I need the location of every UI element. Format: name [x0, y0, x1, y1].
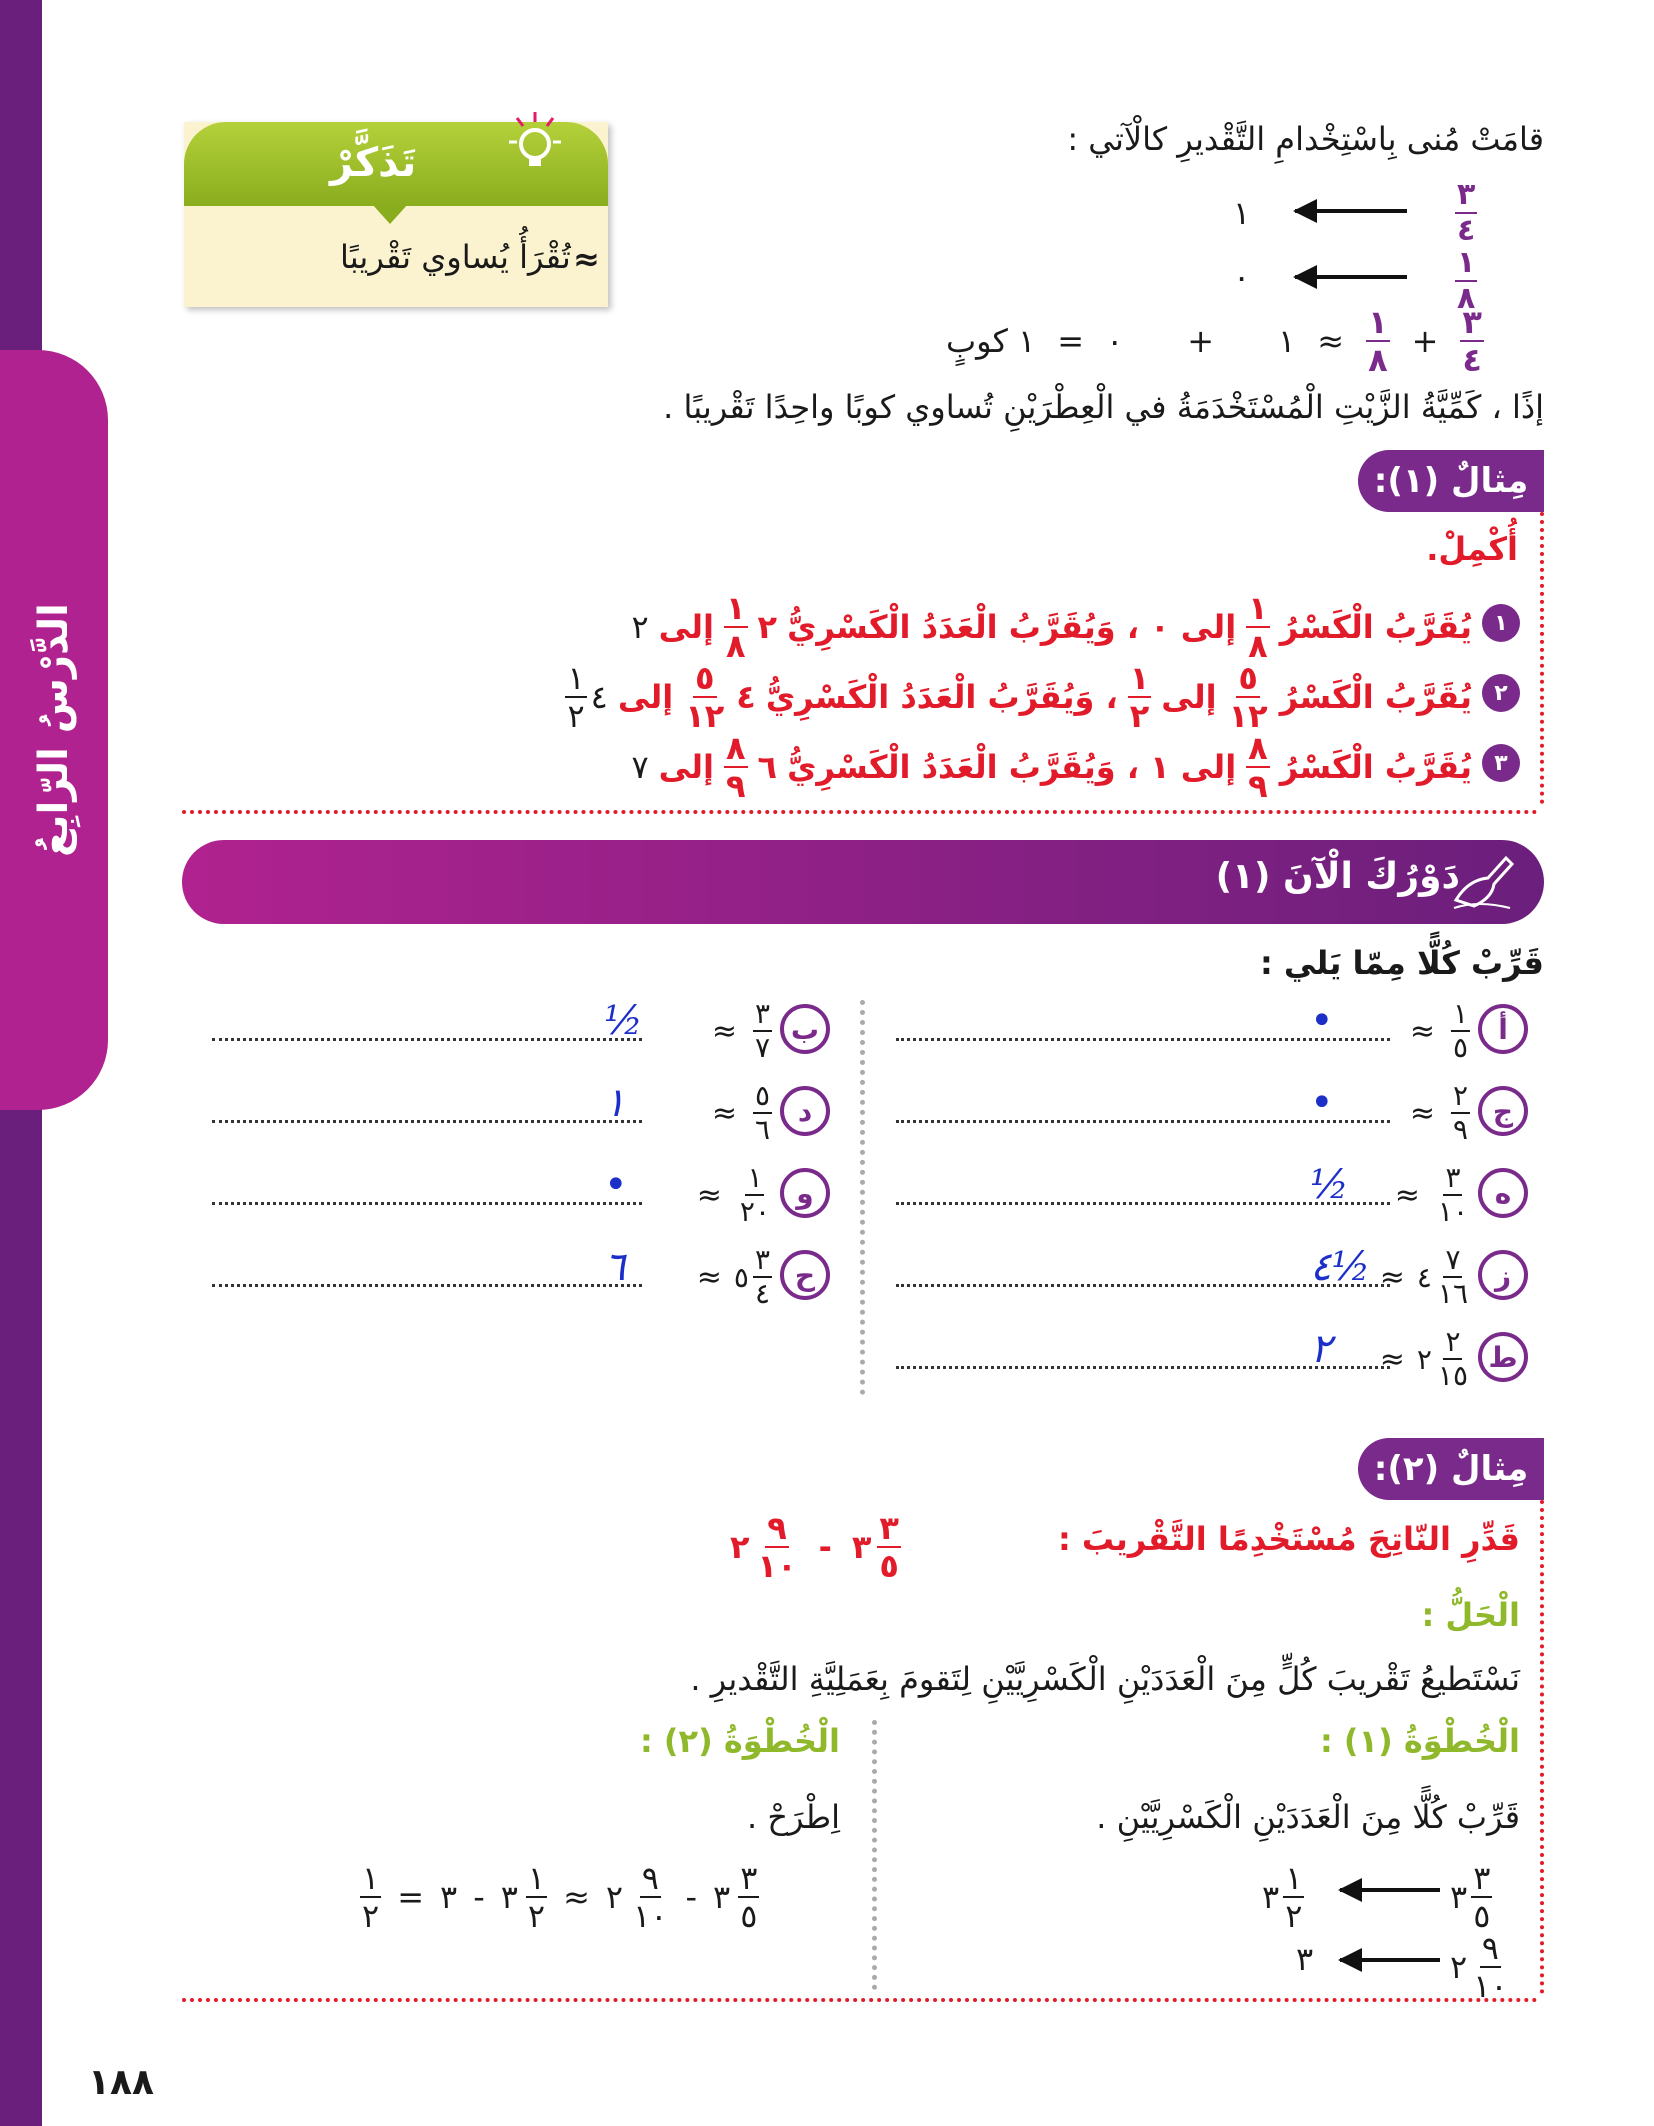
intro-arrow-1 [1295, 209, 1407, 213]
exercise-expression: ≈ ٥ $\frac{٣}{٤}$ [696, 1243, 770, 1310]
intro-sentence: قامَتْ مُنى بِاسْتِخْدامِ التَّقْديرِ كالْآتي : [1067, 120, 1544, 158]
step-1-arrow-1 [1340, 1888, 1440, 1892]
page-number: ١٨٨ [88, 2062, 154, 2103]
example-1-bottom-border [182, 810, 1538, 814]
example-2-task: قَدِّرِ النّاتِجَ مُسْتَخْدِمًا التَّقْريبَ : [1057, 1520, 1520, 1558]
exercise-letter: أ [1478, 1004, 1528, 1054]
exercise-letter: ج [1478, 1086, 1528, 1136]
step-1-title: الْخُطْوَةُ (١) : [1319, 1722, 1520, 1760]
remember-notch [372, 204, 408, 224]
exercise-expression: ≈ $\frac{٥}{٦}$ [711, 1079, 770, 1146]
lesson-tab-label: الدَّرْسُ الرّابِعُ [31, 603, 77, 857]
exercise-expression: ≈ ٢ $\frac{٢}{١٥}$ [1379, 1325, 1468, 1392]
exercise-letter: ب [780, 1004, 830, 1054]
exercise-expression: ≈ $\frac{١}{٢٠}$ [696, 1161, 770, 1228]
handwritten-answer: ٤½ [1310, 1244, 1371, 1290]
example-2-expression: ٢ $\frac{٩}{١٠}$ - ٣ $\frac{٣}{٥}$ [730, 1509, 899, 1585]
step-2-text: اِطْرَحْ . [746, 1798, 840, 1836]
intro-frac-2: ١ ٨ [1457, 245, 1476, 316]
step-1-row-2-source: ٢ $\frac{٩}{١٠}$ [1450, 1929, 1508, 2005]
exercise-letter: ط [1478, 1332, 1528, 1382]
answer-line[interactable] [212, 1284, 642, 1287]
writing-hand-icon [1448, 850, 1518, 914]
your-turn-title: دَوْرُكَ الْآنَ (١) [1215, 856, 1460, 897]
steps-divider [872, 1720, 877, 1990]
exercise-expression: ≈ $\frac{٢}{٩}$ [1409, 1079, 1468, 1146]
exercise-letter: ز [1478, 1250, 1528, 1300]
handwritten-answer: ½ [1310, 1162, 1349, 1208]
exercise-letter: د [780, 1086, 830, 1136]
handwritten-answer: ½ [604, 998, 643, 1044]
handwritten-answer: • [1310, 998, 1334, 1044]
handwritten-answer: ١ [604, 1080, 626, 1126]
answer-line[interactable] [212, 1120, 642, 1123]
remember-body: تُقْرَأُ يُساوي تَقْريبًا [340, 238, 571, 276]
intro-conclusion: إذًا ، كَمِّيَّةُ الزَّيْتِ الْمُسْتَخْدَمَةُ في الْعِطْرَيْنِ تُساوي كوبًا واحِدًا تَقْريبًا . [663, 388, 1544, 426]
step-2-title: الْخُطْوَةُ (٢) : [639, 1722, 840, 1760]
step-1-text: قَرِّبْ كُلًّا مِنَ الْعَدَدَيْنِ الْكَسْرِيَّيْنِ . [1096, 1798, 1520, 1836]
item-number-1: ١ [1482, 604, 1520, 642]
exercise-expression: ≈ $\frac{١}{٥}$ [1409, 997, 1468, 1064]
exercise-letter: و [780, 1168, 830, 1218]
step-1-row-1-source: ٣ $\frac{٣}{٥}$ [1450, 1859, 1491, 1935]
intro-sum: ١ كوبٍ = ٠ + ١ ≈ $\frac{١}{٨}$ + $\frac{٣}{٤}$ [946, 303, 1482, 379]
intro-result-2: ٠ [1233, 258, 1251, 296]
example-2-bottom-border [182, 1998, 1538, 2002]
exercise-expression: ≈ ٤ $\frac{٧}{١٦}$ [1379, 1243, 1468, 1310]
item-number-2: ٢ [1482, 674, 1520, 712]
remember-title: تَذَكَّرْ [330, 140, 417, 186]
step-2-calculation: $\frac{١}{٢}$ = ٣ - ٣ $\frac{١}{٢}$ ≈ ٢ $\frac{٩}{١٠}$ - ٣ $\frac{٣}{٥}$ [362, 1859, 758, 1935]
your-turn-instruction: قَرِّبْ كُلًّا مِمّا يَلي : [1259, 944, 1544, 982]
example-1-item-2: يُقَرَّبُ الْكَسْرُ $\frac{٥}{١٢}$ إلى $\frac{١}{٢}$ ، وَيُقَرَّبُ الْعَدَدُ الْكَسْرِيُّ ٤ $\frac{٥}{١٢}$ إلى ٤ $\frac{١}{٢}$ [567, 659, 1472, 735]
handwritten-answer: ٢ [1310, 1326, 1332, 1372]
step-1-row-1-result: ٣ $\frac{١}{٢}$ [1262, 1859, 1303, 1935]
example-1-title: مِثالٌ (١): [1358, 450, 1544, 512]
solution-label: الْحَلُّ : [1421, 1596, 1520, 1634]
answer-line[interactable] [212, 1202, 642, 1205]
example-1-instruction: أُكْمِلْ. [1426, 530, 1518, 568]
intro-result-1: ١ [1233, 194, 1251, 232]
exercise-letter: ه [1478, 1168, 1528, 1218]
step-1-row-2-result: ٣ [1296, 1940, 1314, 1978]
approx-symbol: ≈ [573, 240, 600, 278]
item-number-3: ٣ [1482, 744, 1520, 782]
lightbulb-icon [505, 108, 565, 180]
solution-text: نَسْتَطيعُ تَقْريبَ كُلٍّ مِنَ الْعَدَدَيْنِ الْكَسْرِيَّيْنِ لِتَقومَ بِعَمَلِيَّةِ التَّقْديرِ . [690, 1660, 1520, 1698]
intro-arrow-2 [1295, 275, 1407, 279]
example-2-border [1540, 1500, 1544, 1994]
intro-frac-1: ٣ ٤ [1457, 177, 1476, 248]
exercise-expression: ≈ $\frac{٣}{٧}$ [711, 997, 770, 1064]
handwritten-answer: • [604, 1162, 628, 1208]
handwritten-answer: ٦ [604, 1244, 626, 1290]
example-1-item-1: يُقَرَّبُ الْكَسْرُ $\frac{١}{٨}$ إلى ٠ ، وَيُقَرَّبُ الْعَدَدُ الْكَسْرِيُّ ٢ $\frac{١}{٨}$ إلى ٢ [631, 589, 1472, 665]
exercise-letter: ح [780, 1250, 830, 1300]
handwritten-answer: • [1310, 1080, 1334, 1126]
step-1-arrow-2 [1340, 1958, 1440, 1962]
exercise-expression: ≈ $\frac{٣}{١٠}$ [1394, 1161, 1468, 1228]
example-1-border [1540, 512, 1544, 804]
column-divider [860, 1000, 865, 1395]
example-1-item-3: يُقَرَّبُ الْكَسْرُ $\frac{٨}{٩}$ إلى ١ ، وَيُقَرَّبُ الْعَدَدُ الْكَسْرِيُّ ٦ $\frac{٨}{٩}$ إلى ٧ [631, 729, 1472, 805]
example-2-title: مِثالٌ (٢): [1358, 1438, 1544, 1500]
answer-line[interactable] [212, 1038, 642, 1041]
